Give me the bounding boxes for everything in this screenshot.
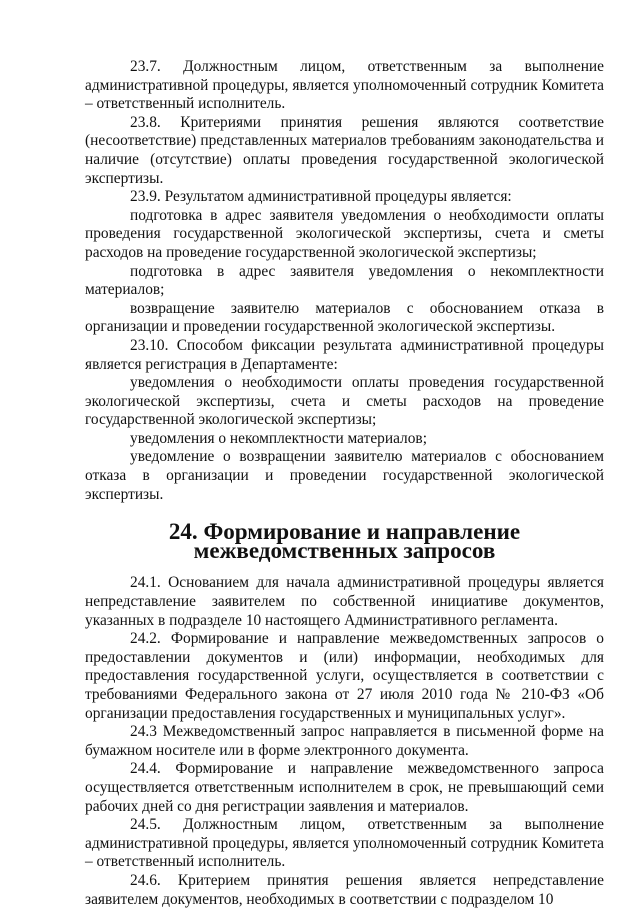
paragraph-23-9: 23.9. Результатом административной процедуры является: [130, 188, 512, 206]
paragraph-23-10: 23.10. Способом фиксации результата административной процедуры является регистрация в Департаменте: [85, 336, 604, 373]
document-page [85, 58, 604, 909]
paragraph-24-2: 24.2. Формирование и направление межведомственных запросов о предоставлении документов и (или) информации, необходимых для предоставления государственной услуги, осуществляется в соответствии с требованиями Федерального закона от 27 июля 2010 года № 210-ФЗ «Об организации предоставления государственных и муниципальных услуг». [85, 630, 604, 722]
list-item-registration-incompleteness: уведомления о некомплектности материалов; [130, 429, 427, 447]
list-item-incompleteness-notice: подготовка в адрес заявителя уведомления о некомплектности материалов; [85, 262, 604, 299]
list-item-return-materials: возвращение заявителю материалов с обоснованием отказа в организации и проведении государственной экологической экспертизы. [85, 299, 604, 336]
list-item-registration-payment: уведомления о необходимости оплаты проведения государственной экологической экспертизы, счета и сметы расходов на проведение государственной экологической экспертизы; [85, 374, 604, 429]
paragraph-24-1: 24.1. Основанием для начала административной процедуры является непредставление заявителем по собственной инициативе документов, указанных в подразделе 10 настоящего Административного регламента. [85, 574, 604, 629]
paragraph-24-4: 24.4. Формирование и направление межведомственного запроса осуществляется ответственным исполнителем в срок, не превышающий семи рабочих дней со дня регистрации заявления и материалов. [85, 760, 604, 815]
paragraph-24-6: 24.6. Критерием принятия решения является непредставление заявителем документов, необходимых в соответствии с подразделом 10 [85, 871, 604, 908]
paragraph-23-8: 23.8. Критериями принятия решения являются соответствие (несоответствие) представленных материалов требованиям законодательства и наличие (отсутствие) оплаты проведения государственной экологической экспертизы. [85, 113, 604, 187]
paragraph-24-5: 24.5. Должностным лицом, ответственным за выполнение административной процедуры, является уполномоченный сотрудник Комитета – ответственный исполнитель. [85, 816, 604, 871]
paragraph-24-3: 24.3 Межведомственный запрос направляется в письменной форме на бумажном носителе или в форме электронного документа. [85, 723, 604, 759]
section-heading: 24. Формирование и направление межведомственных запросов [168, 518, 521, 563]
list-item-payment-notice: подготовка в адрес заявителя уведомления о необходимости оплаты проведения государственной экологической экспертизы, счета и сметы расходов на проведение государственной экологической экспертизы; [85, 206, 604, 261]
list-item-registration-return: уведомление о возвращении заявителю материалов с обоснованием отказа в организации и проведении государственной экологической экспертизы. [85, 448, 604, 503]
paragraph-23-7: 23.7. Должностным лицом, ответственным за выполнение административной процедуры, является уполномоченный сотрудник Комитета – ответственный исполнитель. [85, 58, 604, 113]
